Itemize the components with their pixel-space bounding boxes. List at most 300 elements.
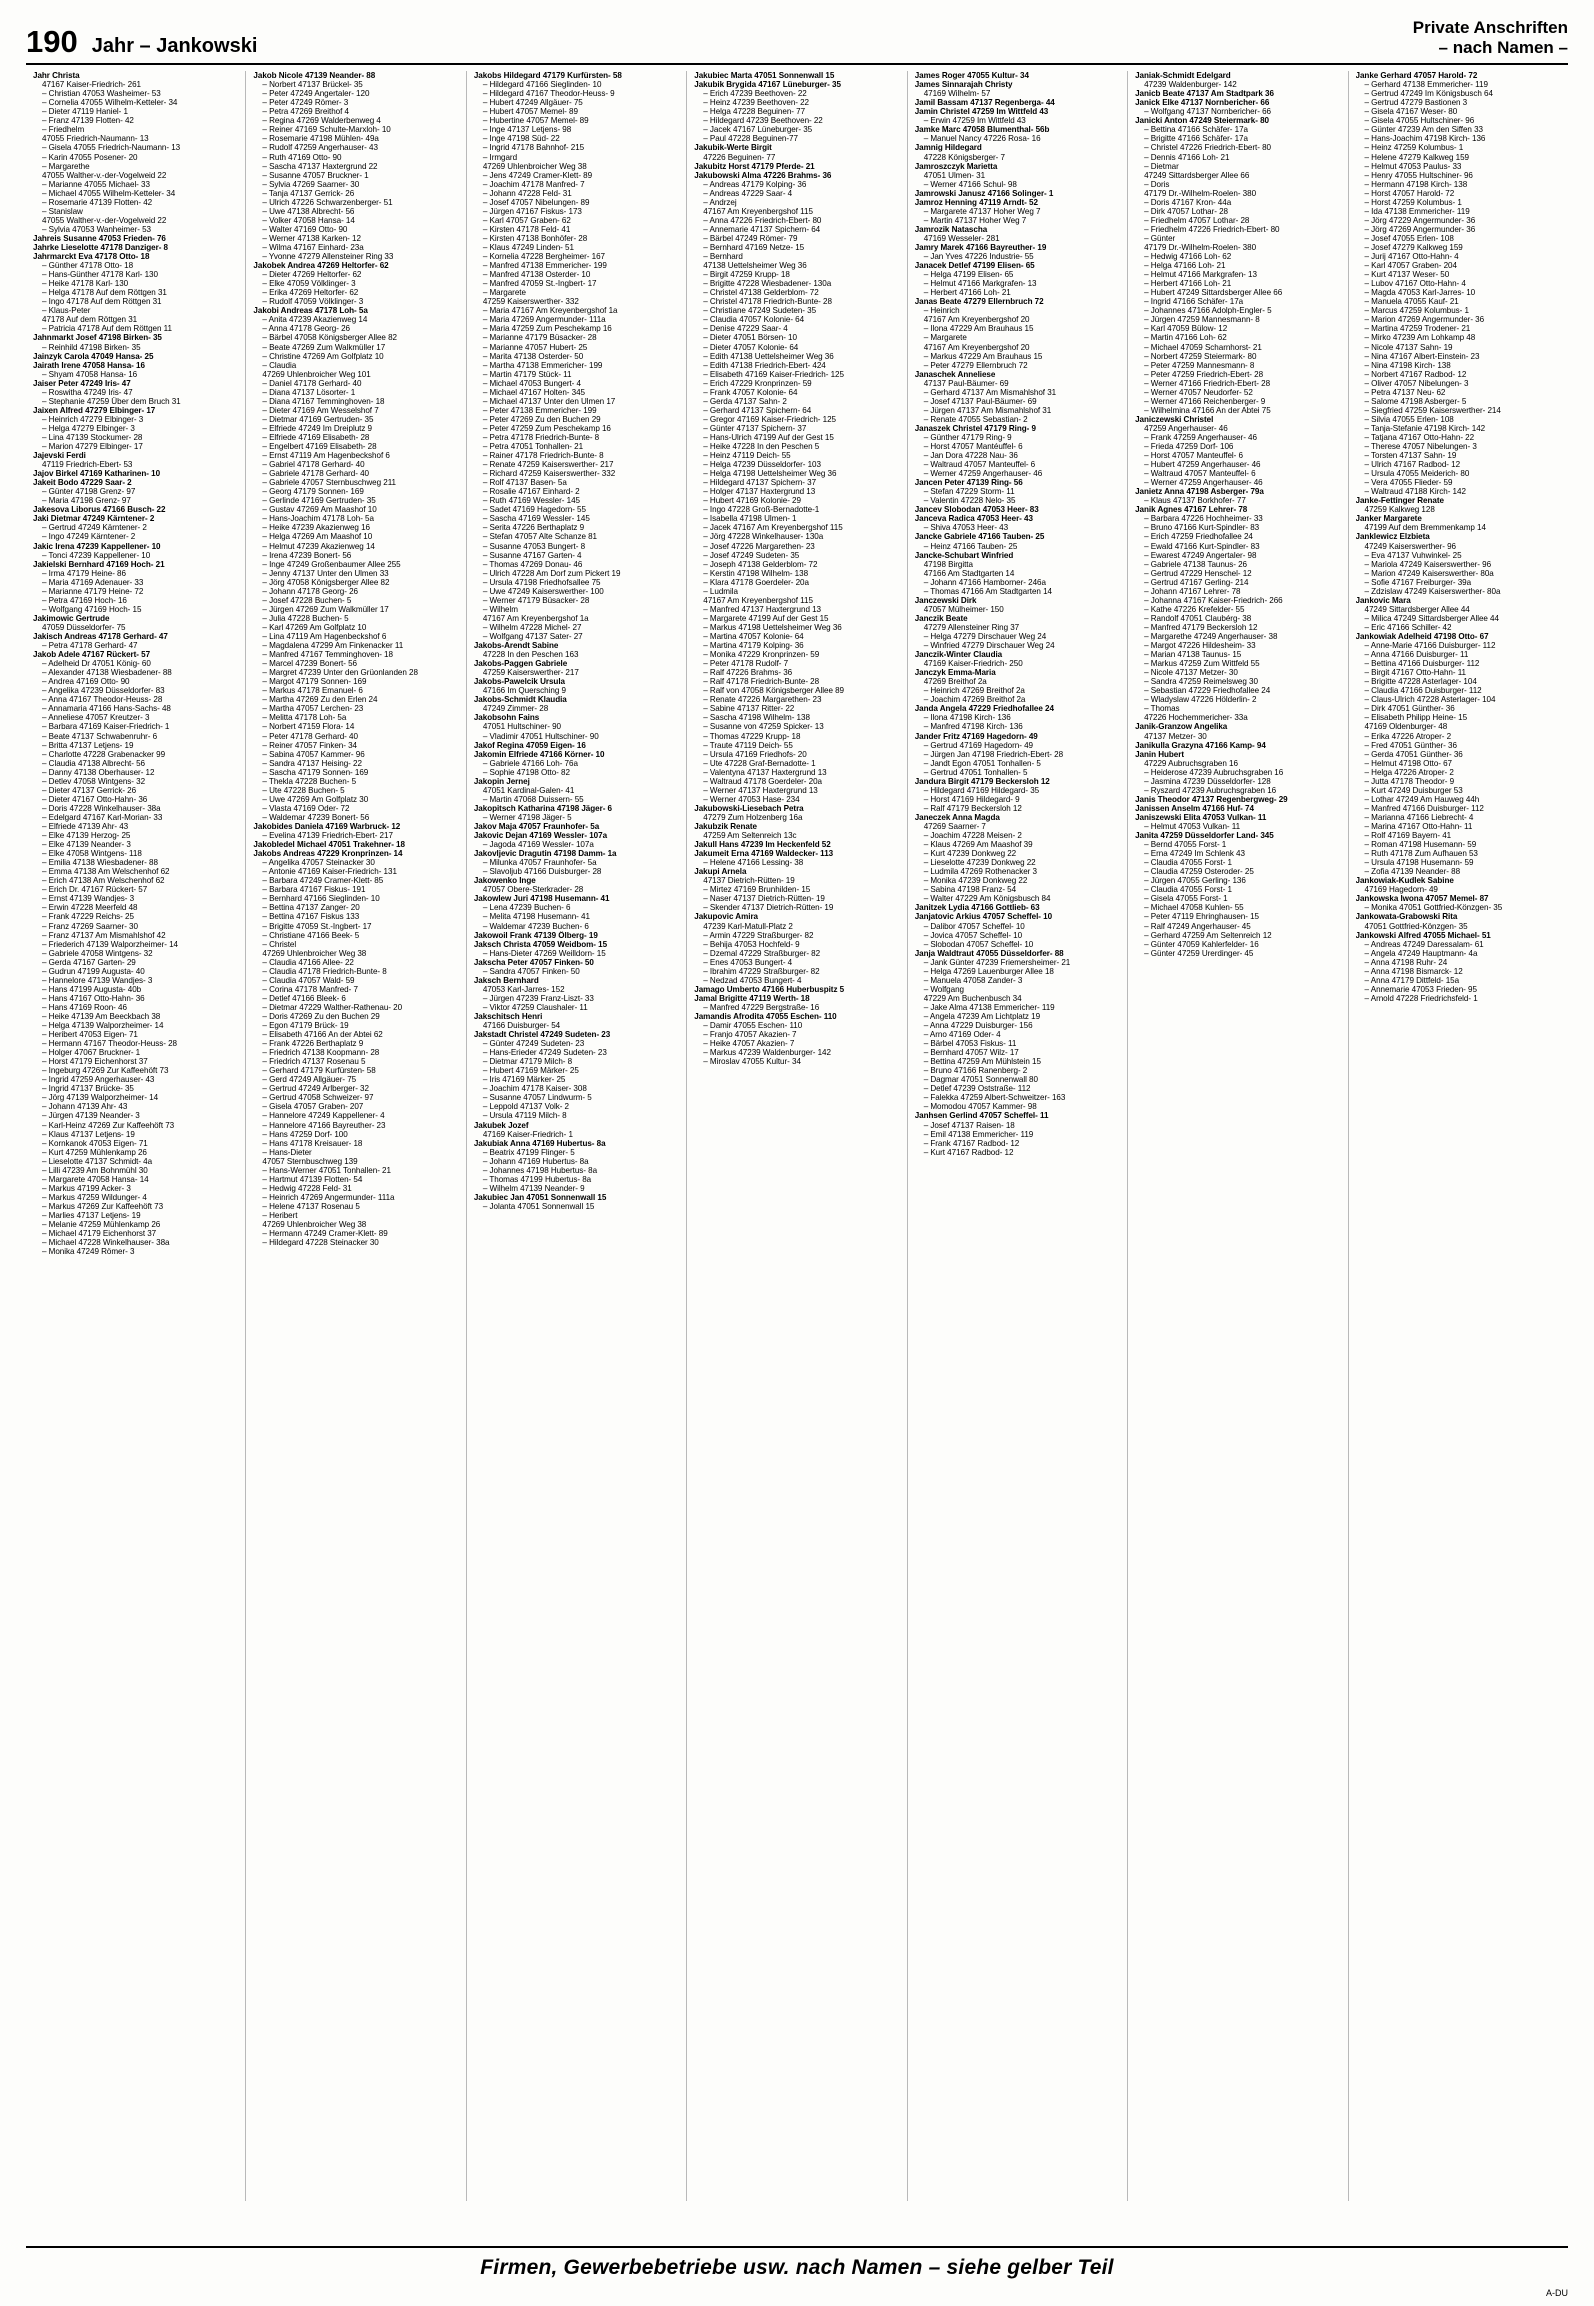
directory-entry-line: – Helene 47137 Rosenau 5 xyxy=(262,1201,360,1211)
directory-entry-line: – Hubert 47249 Sittardsberger Allee 66 xyxy=(1144,288,1283,298)
directory-entry-name: Jaiser Peter 47249 Iris- 47 xyxy=(33,378,131,388)
directory-entry-line: – Helmut 47053 Paulus- 33 xyxy=(1364,161,1462,171)
directory-entry-line: – Bernhard 47057 Wilz- 17 xyxy=(923,1048,1019,1058)
directory-entry-line: – Gerlinde 47169 Gertruden- 35 xyxy=(262,496,376,506)
directory-entry-line: – Brigitte 47166 Schäfer- 17a xyxy=(1144,134,1248,144)
directory-entry-line: – Hubert 47169 Märker- 25 xyxy=(482,1066,579,1076)
directory-entry-line: – Michael 47058 Kuhlen- 55 xyxy=(1144,903,1244,913)
directory-entry-name: Jakubowski-Liesebach Petra xyxy=(694,803,804,813)
directory-entry-line: – Joachim 47228 Meisen- 2 xyxy=(923,831,1022,841)
directory-entry-line: – Lothar 47249 Am Hauweg 44h xyxy=(1364,794,1480,804)
directory-entry-line: – Helene 47166 Lessing- 38 xyxy=(703,858,804,868)
directory-entry-line: – Elisabeth Philipp Heine- 15 xyxy=(1364,713,1468,723)
directory-entry-line: – Petra 47169 Hoch- 16 xyxy=(42,595,127,605)
directory-entry-name: Jamnig Hildegard xyxy=(914,143,982,153)
directory-entry-name: Jamal Brigitte 47119 Werth- 18 xyxy=(694,993,810,1003)
directory-entry-line: – Engelbert 47169 Elisabeth- 28 xyxy=(262,442,377,452)
directory-entry-name: Jakof Regina 47059 Eigen- 16 xyxy=(473,740,586,750)
directory-entry-line: – Gabriele 47166 Loh- 76a xyxy=(482,758,578,768)
directory-entry-line: – Waltraud 47057 Manteuffel- 6 xyxy=(923,460,1036,470)
directory-entry-line: – Manuel Nancy 47226 Rosa- 16 xyxy=(923,134,1041,144)
directory-entry-line: – Sascha 47169 Wessler- 145 xyxy=(482,514,590,524)
directory-entry-name: Jankowska Iwona 47057 Memel- 87 xyxy=(1355,894,1489,904)
directory-entry-line: – Manuela 47055 Kauf- 21 xyxy=(1364,297,1459,307)
directory-entry-line: – Ewald 47166 Kurt-Spindler- 83 xyxy=(1144,541,1260,551)
directory-entry-line: – Brigitte 47228 Asterlager- 104 xyxy=(1364,677,1477,687)
directory-entry-line: 47178 Auf dem Röttgen 31 xyxy=(42,315,138,325)
directory-entry-line: – Beate 47269 Zum Walkmüller 17 xyxy=(262,342,386,352)
directory-entry-line: – Slobodan 47057 Scheffel- 10 xyxy=(923,939,1034,949)
directory-entry-line: – Detlef 47239 Oststraße- 112 xyxy=(923,1084,1031,1094)
directory-entry-line: – Danny 47138 Oberhauser- 12 xyxy=(42,767,155,777)
directory-entry-line: – Manfred 47229 Bergstraße- 16 xyxy=(703,1002,820,1012)
directory-entry-name: Janas Beate 47279 Ellernbruch 72 xyxy=(914,297,1044,307)
directory-entry-line: – Johannes 47166 Adolph-Engler- 5 xyxy=(1144,306,1272,316)
directory-entry-name: Jakobledel Michael 47051 Trakehner- 18 xyxy=(253,840,405,850)
directory-entry-line: – Martin 47137 Hoher Weg 7 xyxy=(923,215,1027,225)
directory-entry-line: – Martha 47269 Zu den Erlen 24 xyxy=(262,695,378,705)
directory-entry-line: – Werner 47259 Angerhauser- 46 xyxy=(1144,478,1263,488)
directory-entry-line: – Sadet 47169 Hagedorn- 55 xyxy=(482,505,586,515)
directory-entry-line: – Peter 47178 Rudolf- 7 xyxy=(703,659,789,669)
directory-entry-line: – Wilhelmina 47166 An der Abtei 75 xyxy=(1144,405,1271,415)
directory-entry-line: – Zofia 47139 Neander- 88 xyxy=(1364,867,1461,877)
directory-entry-name: Janda Angela 47229 Friedhofallee 24 xyxy=(914,704,1054,714)
directory-entry-line: – Hans-Ulrich 47199 Auf der Gest 15 xyxy=(703,432,834,442)
directory-entry-line: – Horst 47057 Manteuffel- 6 xyxy=(1144,451,1243,461)
directory-entry-line: – Hans 47259 Dorf- 100 xyxy=(262,1129,348,1139)
directory-entry-line: – Enes 47053 Bungert- 4 xyxy=(703,957,793,967)
directory-entry-line: – Michael 47179 Eichenhorst 37 xyxy=(42,1229,157,1239)
directory-entry-line: – Christiane 47166 Beek- 5 xyxy=(262,930,360,940)
directory-entry-name: James Sinnarajah Christy xyxy=(914,80,1013,90)
directory-entry-line: – Margarete 47058 Hansa- 14 xyxy=(42,1174,149,1184)
directory-entry-name: Jakowlew Juri 47198 Husemann- 41 xyxy=(473,894,610,904)
directory-entry-line: – Anita 47239 Akazienweg 14 xyxy=(262,315,368,325)
directory-entry-line: – Jan Yves 47226 Industrie- 55 xyxy=(923,252,1034,262)
directory-entry-line: – Jacek 47167 Lüneburger- 35 xyxy=(703,125,813,135)
directory-entry-line: – Günter 47259 Urerdinger- 45 xyxy=(1144,948,1254,958)
directory-entry-name: Jahrmarckt Eva 47178 Otto- 18 xyxy=(33,252,150,262)
directory-entry-line: – Charlotte 47228 Grabenacker 99 xyxy=(42,749,166,759)
directory-entry-line: – Corina 47178 Manfred- 7 xyxy=(262,984,358,994)
directory-entry-name: Jakubik Brygida 47167 Lüneburger- 35 xyxy=(694,80,841,90)
directory-entry-line: – Marion 47279 Elbinger- 17 xyxy=(42,442,143,452)
directory-entry-line: – Margot 47226 Hildesheim- 33 xyxy=(1144,641,1256,651)
directory-entry-line: – Hans-Erieder 47249 Sudeten- 23 xyxy=(482,1048,607,1058)
directory-entry-line: – Kurt 47249 Duisburger 53 xyxy=(1364,785,1463,795)
directory-entry-line: – Norbert 47259 Steiermark- 80 xyxy=(1144,351,1257,361)
directory-entry-line: – Erika 47269 Heltorfer- 62 xyxy=(262,288,359,298)
directory-entry-line: – Henry 47055 Hultschiner- 96 xyxy=(1364,170,1473,180)
directory-entry-line: – Thomas 47269 Donau- 46 xyxy=(482,559,583,569)
directory-entry-line: – Helmut 47198 Otto- 67 xyxy=(1364,758,1453,768)
directory-entry-line: 47169 Kaiser-Friedrich- 250 xyxy=(923,659,1023,669)
directory-entry-line: – Lena 47239 Buchen- 6 xyxy=(482,903,571,913)
directory-entry-line: – Herbert 47166 Loh- 21 xyxy=(1144,279,1232,289)
directory-entry-line: – Sylvia 47269 Saarner- 30 xyxy=(262,179,360,189)
directory-entry-line: – Johann 47228 Feld- 31 xyxy=(482,188,572,198)
directory-entry-line: – Monika 47229 Kronprinzen- 59 xyxy=(703,650,820,660)
directory-entry-line: – Gabriele 47138 Taunus- 26 xyxy=(1144,559,1248,569)
directory-entry-line: – Ralf 47178 Friedrich-Bunte- 28 xyxy=(703,677,820,687)
directory-entry-name: Jamil Bassam 47137 Regenberga- 44 xyxy=(914,98,1055,108)
directory-entry-line: – Manfred 47138 Emmericher- 199 xyxy=(482,261,607,271)
directory-entry-line: – Annamaria 47166 Hans-Sachs- 48 xyxy=(42,704,171,714)
directory-entry-line: – Monika 47239 Donkweg 22 xyxy=(923,876,1028,886)
directory-entry-line: – Franjo 47057 Akazien- 7 xyxy=(703,1030,797,1040)
directory-entry-line: 47167 Am Kreyenbergshof 20 xyxy=(923,342,1030,352)
directory-entry-line: – Isabella 47198 Ulmen- 1 xyxy=(703,514,797,524)
directory-entry-line: – Heinrich 47279 Elbinger- 3 xyxy=(42,414,144,424)
directory-entry-line: – Ingo 47228 Groß-Bernadotte-1 xyxy=(703,505,820,515)
directory-entry-line: – Wolfgang 47137 Sater- 27 xyxy=(482,632,583,641)
directory-entry-line: 47229 Aubruchsgraben 16 xyxy=(1144,758,1238,768)
directory-entry-line: – Renate 47055 Sebastian- 2 xyxy=(923,414,1028,424)
directory-entry-line: – Gertrud 47169 Hagedorn- 49 xyxy=(923,740,1033,750)
directory-entry-line: 47259 Kaiserswerther- 332 xyxy=(482,297,579,307)
directory-entry-line: – Margarethe xyxy=(42,161,90,171)
directory-entry-line: – Hans-Dieter xyxy=(262,1147,312,1157)
directory-entry-line: – Dennis 47166 Loh- 21 xyxy=(1144,152,1230,162)
directory-entry-line: – Magda 47053 Karl-Jarres- 10 xyxy=(1364,288,1476,298)
directory-entry-line: – Hildegard 47228 Steinacker 30 xyxy=(262,1238,379,1248)
directory-entry-line: – Maria 47259 Zum Peschekamp 16 xyxy=(482,324,612,334)
directory-entry-line: – Detlev 47058 Wintgens- 32 xyxy=(42,776,146,786)
directory-entry-line: – Helmut 47053 Vulkan- 11 xyxy=(1144,821,1241,831)
directory-entry-line: – Ruth 47169 Wessler- 145 xyxy=(482,496,580,506)
directory-entry-name: Jancke Gabriele 47166 Tauben- 25 xyxy=(914,532,1045,542)
directory-entry-line: – Irma 47179 Heine- 86 xyxy=(42,568,126,578)
directory-entry-line: – Jacek 47167 Am Kreyenbergshof 115 xyxy=(703,523,843,533)
directory-entry-line: – Regina 47269 Walderbenweg 4 xyxy=(262,116,381,126)
directory-entry-line: – Mirko 47239 Am Lohkamp 48 xyxy=(1364,333,1476,343)
directory-entry-line: – Herbert 47166 Loh- 21 xyxy=(923,288,1011,298)
directory-entry-line: – Franz 47137 Am Mismahlshof 42 xyxy=(42,930,166,940)
directory-entry-name: Janita 47259 Düsseldorfer Land- 345 xyxy=(1135,831,1274,841)
directory-entry-line: – Angela 47239 Am Lichtplatz 19 xyxy=(923,1011,1041,1021)
directory-entry-line: – Bernhard 47166 Sieglinden- 10 xyxy=(262,894,380,904)
directory-entry-line: – Friedrich 47137 Rosenau 5 xyxy=(262,1057,366,1067)
directory-entry-line: – Margret 47239 Unter den Grüonlanden 28 xyxy=(262,668,418,678)
directory-entry-line: – Ingrid 47259 Angerhauser- 43 xyxy=(42,1075,155,1085)
directory-entry-line: – Birgit 47167 Otto-Hahn- 11 xyxy=(1364,668,1467,678)
directory-entry-line: – Hildegard 47167 Theodor-Heuss- 9 xyxy=(482,89,615,99)
directory-entry-line: – Ingeburg 47269 Zur Kaffeehöft 73 xyxy=(42,1066,169,1076)
directory-entry-line: – Renate 47226 Margarethen- 23 xyxy=(703,695,822,705)
directory-entry-line: 47179 Dr.-Wilhelm-Roelen- 380 xyxy=(1144,188,1257,198)
directory-entry-line: – Dirk 47051 Günther- 36 xyxy=(1364,704,1455,714)
directory-entry-line: – Ute 47228 Graf-Bernadotte- 1 xyxy=(703,758,816,768)
directory-entry-line: – Josef 47055 Erlen- 108 xyxy=(1364,233,1454,243)
directory-entry-line: – Frieda 47259 Dorf- 106 xyxy=(1144,442,1234,452)
directory-entry-line: – Gisela 47055 Forst- 1 xyxy=(1144,894,1228,904)
directory-entry-line: – Erich Dr. 47167 Rückert- 57 xyxy=(42,885,148,895)
directory-entry-line: – Paul 47228 Beguinen-77 xyxy=(703,134,798,144)
directory-entry-line: – Christiane 47249 Sudeten- 35 xyxy=(703,306,817,316)
directory-entry-name: Janik-Granzow Angelika xyxy=(1135,722,1228,732)
directory-entry-line: – Rolf 47137 Basen- 5a xyxy=(482,478,567,488)
directory-entry-line: – Vera 47055 Flieder- 59 xyxy=(1364,478,1453,488)
directory-entry-line: 47259 Kaiserswerther- 217 xyxy=(482,668,579,678)
directory-entry-line: – Anna 47198 Bismarck- 12 xyxy=(1364,966,1463,976)
directory-entry-line: – Josef 47279 Kalkweg 159 xyxy=(1364,242,1463,252)
directory-entry-line: 47269 Breithof 2a xyxy=(923,677,987,687)
directory-entry-line: – Hedwig 47228 Feld- 31 xyxy=(262,1183,352,1193)
directory-entry-line: – Wilhelm xyxy=(482,604,518,614)
directory-entry-line: – Joseph 47138 Gelderblom- 72 xyxy=(703,559,818,569)
directory-entry-line: – Doris xyxy=(1144,179,1170,189)
directory-entry-name: Jakesova Liborus 47166 Busch- 22 xyxy=(33,505,166,515)
directory-entry-line: – Randolf 47051 Claubérg- 38 xyxy=(1144,613,1252,623)
directory-entry-line: – Norbert 47167 Radbod- 12 xyxy=(1364,369,1467,379)
directory-entry-line: – Martina 47057 Kolonie- 64 xyxy=(703,632,804,641)
directory-entry-line: – Torsten 47137 Sahn- 19 xyxy=(1364,451,1457,461)
directory-entry-line: – Klaus 47137 Letjens- 19 xyxy=(42,1129,135,1139)
directory-entry-line: 47199 Auf dem Bremmenkamp 14 xyxy=(1364,523,1486,533)
directory-entry-line: – Sandra 47259 Reimelsweg 30 xyxy=(1144,677,1258,687)
directory-entry-line: – Jörg 47229 Angermunder- 36 xyxy=(1364,215,1476,225)
directory-entry-name: Jamroszczyk Marietta xyxy=(914,161,998,171)
directory-entry-name: Jakubzik Renate xyxy=(694,821,757,831)
directory-entry-line: – Edelgard 47167 Karl-Morian- 33 xyxy=(42,812,163,822)
directory-entry-line: – Karin 47055 Posener- 20 xyxy=(42,152,138,162)
directory-entry-line: – Bernhard xyxy=(703,252,743,262)
directory-entry-line: – Werner 47053 Hase- 234 xyxy=(703,794,800,804)
directory-entry-line: – Lina 47139 Stockumer- 28 xyxy=(42,432,143,442)
directory-entry-name: Jakubiec Marta 47051 Sonnenwall 15 xyxy=(694,71,835,81)
directory-entry-line: – Frank 47226 Berthaplatz 9 xyxy=(262,1039,364,1049)
directory-entry-line: – Kurt 47259 Mühlenkamp 26 xyxy=(42,1147,147,1157)
directory-entry-line: 47051 Gottfried-Könzgen- 35 xyxy=(1364,921,1468,931)
directory-entry-line: – Jank Günter 47239 Friemersheimer- 21 xyxy=(923,957,1071,967)
directory-entry-line: – Joachim 47178 Manfred- 7 xyxy=(482,179,585,189)
directory-entry-line: – Oliver 47057 Nibelungen- 3 xyxy=(1364,378,1469,388)
directory-entry-line: – Ilona 47229 Am Brauhaus 15 xyxy=(923,324,1034,334)
directory-entry-line: – Armin 47229 Straßburger- 82 xyxy=(703,930,814,940)
directory-entry-name: Janicb Beate 47137 Am Stadtpark 36 xyxy=(1135,89,1274,99)
directory-entry-line: 47167 Kaiser-Friedrich- 261 xyxy=(42,80,141,90)
directory-entry-line: – Bettina 47137 Zanger- 20 xyxy=(262,903,360,913)
directory-entry-line: – Ingrid 47178 Bahnhof- 215 xyxy=(482,143,585,153)
directory-entry-line: – Marion 47249 Kaiserswerther- 80a xyxy=(1364,568,1494,578)
directory-entry-line: – Barbara 47249 Cramer-Klett- 85 xyxy=(262,876,384,886)
directory-entry-line: – Helga 47198 Uettelsheimer Weg 36 xyxy=(703,469,837,479)
directory-entry-line: – Wilma 47167 Einhard- 23a xyxy=(262,242,364,252)
directory-entry-line: – Gisela 47055 Friedrich-Naumann- 13 xyxy=(42,143,181,153)
directory-entry-line: – Manfred 47138 Osterder- 10 xyxy=(482,270,591,280)
directory-entry-name: Jakopitsch Katharina 47198 Jäger- 6 xyxy=(473,803,613,813)
directory-entry-name: Jancen Peter 47139 Ring- 56 xyxy=(914,478,1023,488)
directory-entry-line: – Claudia 47166 Allee- 22 xyxy=(262,957,354,967)
directory-entry-name: Jamke Marc 47058 Blumenthal- 56b xyxy=(914,125,1050,135)
directory-entry-line: – Jörg 47269 Angermunder- 36 xyxy=(1364,224,1476,234)
directory-entry-line: – Gertrud 47249 Arlberger- 32 xyxy=(262,1084,369,1094)
directory-entry-line: – Waltraud 47057 Manteuffel- 6 xyxy=(1144,469,1256,479)
directory-entry-line: 47137 Dietrich-Rütten- 19 xyxy=(703,876,795,886)
directory-entry-line: – Jürgen 47167 Fiskus- 173 xyxy=(482,206,582,216)
directory-entry-line: 47228 In den Peschen 163 xyxy=(482,650,579,660)
directory-entry-line: – Heinz 47119 Deich- 55 xyxy=(703,451,791,461)
directory-entry-line: – Bärbel 47058 Königsberger Allee 82 xyxy=(262,333,397,343)
directory-entry-name: Jaki Dietmar 47249 Kärntener- 2 xyxy=(33,514,155,524)
directory-entry-line: – Hans 47199 Augusta- 40b xyxy=(42,984,142,994)
directory-entry-line: – Angela 47249 Hauptmann- 4a xyxy=(1364,948,1478,958)
directory-entry-line: – Rosalie 47167 Einhard- 2 xyxy=(482,487,580,497)
directory-entry-line: – Emma 47138 Am Welschenhof 62 xyxy=(42,867,170,877)
directory-entry-line: – Rainer 47178 Friedrich-Bunte- 8 xyxy=(482,451,604,461)
directory-entry-line: – Horst 47259 Kolumbus- 1 xyxy=(1364,197,1462,207)
directory-entry-line: – Lina 47119 Am Hagenbeckshof 6 xyxy=(262,632,387,641)
directory-entry-line: – Arnold 47228 Friedrichsfeld- 1 xyxy=(1364,993,1478,1003)
directory-entry-line: – Sylvia 47053 Wanheimer- 53 xyxy=(42,224,151,234)
directory-entry-line: – Elke 47058 Wintgens- 118 xyxy=(42,849,142,859)
directory-entry-line: – Manfred 47179 Beckersloh 12 xyxy=(1144,622,1258,632)
directory-entry-line: – Sascha 47198 Wilhelm- 138 xyxy=(703,713,810,723)
directory-entry-line: – Friederich 47139 Walporzheimer- 14 xyxy=(42,939,179,949)
directory-entry-line: – Margarete 47137 Hoher Weg 7 xyxy=(923,206,1041,216)
directory-entry-line: – Hildegard 47169 Hildegard- 35 xyxy=(923,785,1040,795)
directory-entry-line: – Claudia 47057 Kolonie- 64 xyxy=(703,315,805,325)
directory-entry-line: – Franz 47269 Saarner- 30 xyxy=(42,921,138,931)
directory-entry-line: – Siegfried 47259 Kaiserswerther- 214 xyxy=(1364,405,1501,415)
directory-entry-line: – Jutta 47178 Theodor- 9 xyxy=(1364,776,1455,786)
directory-entry-line: – Markus 47259 Wildunger- 4 xyxy=(42,1192,147,1202)
directory-entry-line: – Reiner 47057 Finken- 34 xyxy=(262,740,358,750)
directory-entry-line: – Helga 47166 Loh- 21 xyxy=(1144,261,1226,271)
directory-entry-line: – Doris 47167 Kron- 44a xyxy=(1144,197,1232,207)
directory-entry-line: – Wilhelm 47139 Neander- 9 xyxy=(482,1183,585,1193)
directory-entry-line: – Jürgen 47055 Gerling- 136 xyxy=(1144,876,1246,886)
directory-entry-line: – Arno 47169 Oder- 4 xyxy=(923,1030,1001,1040)
directory-entry-line: – Marianne 47055 Michael- 33 xyxy=(42,179,150,189)
directory-entry-line: – Heike 47228 In den Peschen 5 xyxy=(703,442,820,452)
directory-entry-line: – Marion 47269 Angermunder- 36 xyxy=(1364,315,1485,325)
directory-entry-line: – Renate 47259 Kaiserswerther- 217 xyxy=(482,460,614,470)
directory-entry-line: 47166 Im Quersching 9 xyxy=(482,686,566,696)
directory-entry-line: – Antonie 47169 Kaiser-Friedrich- 131 xyxy=(262,867,397,877)
directory-entry-line: – Walter 47169 Otto- 90 xyxy=(262,224,348,234)
directory-entry-line: – Shiva 47053 Heer- 43 xyxy=(923,523,1009,533)
directory-entry-line: – Peter 47249 Angertaler- 120 xyxy=(262,89,370,99)
directory-entry-line: – Michael 47228 Winkelhauser- 38a xyxy=(42,1238,170,1248)
directory-entry-line: – Momodou 47057 Kammer- 98 xyxy=(923,1102,1037,1112)
header-subtitle-primary: Private Anschriften xyxy=(1412,18,1568,37)
directory-entry-line: – Peter 47259 Mannesmann- 8 xyxy=(1144,360,1255,370)
directory-entry-name: Jajov Birkel 47169 Katharinen- 10 xyxy=(33,469,161,479)
directory-entry-line: – Martha 47138 Emmericher- 199 xyxy=(482,360,603,370)
directory-entry-line: 47169 Wesseler- 281 xyxy=(923,233,1000,243)
directory-entry-line: – Martin 47166 Loh- 62 xyxy=(1144,333,1227,343)
directory-entry-line: – Susanne 47053 Bungert- 8 xyxy=(482,541,586,551)
directory-entry-name: Janczewski Dirk xyxy=(914,595,977,605)
directory-entry-line: – Hannelore 47166 Bayreuther- 23 xyxy=(262,1120,386,1130)
directory-entry-name: Jakobs-Pawelcik Ursula xyxy=(473,677,565,687)
directory-entry-line: – Maria 47198 Grenz- 97 xyxy=(42,496,131,506)
directory-entry-line: – Alexander 47138 Wiesbadener- 88 xyxy=(42,668,172,678)
directory-entry-line: – Frank 47057 Kolonie- 64 xyxy=(703,387,798,397)
directory-entry-line: – Waldemar 47239 Buchen- 6 xyxy=(482,921,589,931)
directory-entry-line: – Hans 47167 Otto-Hahn- 36 xyxy=(42,993,145,1003)
directory-entry-line: – Gertrud 47279 Bastionen 3 xyxy=(1364,98,1468,108)
directory-entry-line: – Friedhelm 47226 Friedrich-Ebert- 80 xyxy=(1144,224,1280,234)
directory-entry-line: – Elke 47139 Neander- 3 xyxy=(42,840,131,850)
directory-entry-line: – Andrzej xyxy=(703,197,737,207)
directory-entry-line: – Barbara 47169 Kaiser-Friedrich- 1 xyxy=(42,722,170,732)
directory-entry-line: 47167 Am Kreyenbergshof 20 xyxy=(923,315,1030,325)
directory-entry-line: – Hannelore 47139 Wandjes- 3 xyxy=(42,975,153,985)
directory-entry-name: Jakowenko Inge xyxy=(473,876,536,886)
directory-entry-line: – Joachim 47178 Kaiser- 308 xyxy=(482,1084,587,1094)
directory-columns xyxy=(26,71,1568,2201)
directory-entry-line: – Michael 47167 Holten- 345 xyxy=(482,387,585,397)
directory-entry-line: – Ralf 47226 Brahms- 36 xyxy=(703,668,793,678)
directory-entry-line: – Andrea 47169 Otto- 90 xyxy=(42,677,130,687)
directory-entry-line: 47057 Obere-Sterkrader- 28 xyxy=(482,885,584,895)
directory-entry-line: – Thomas 47199 Hubertus- 8a xyxy=(482,1174,592,1184)
directory-entry-line: 47249 Kaiserswerther- 96 xyxy=(1364,541,1457,551)
directory-entry-line: – Ernst 47119 Am Hagenbeckshof 6 xyxy=(262,451,390,461)
directory-entry-line: – Emil 47138 Emmericher- 119 xyxy=(923,1129,1034,1139)
directory-entry-name: Jakubiak Anna 47169 Hubertus- 8a xyxy=(473,1138,606,1148)
directory-entry-line: – Marlies 47137 Letjens- 19 xyxy=(42,1211,141,1220)
directory-entry-line: – Erich 47229 Kronprinzen- 59 xyxy=(703,378,812,388)
directory-entry-line: – Peter 47138 Emmericher- 199 xyxy=(482,405,597,415)
directory-entry-name: Jairath Irene 47058 Hansa- 16 xyxy=(33,360,145,370)
directory-entry-line: – Erika 47226 Atroper- 2 xyxy=(1364,731,1452,741)
directory-entry-line: 47057 Sternbuschweg 139 xyxy=(262,1156,358,1166)
directory-entry-line: – Silvia 47055 Erlen- 108 xyxy=(1364,414,1454,424)
directory-entry-line: – Marian 47138 Taunus- 15 xyxy=(1144,650,1242,660)
directory-entry-line: – Kirsten 47138 Bonhöfer- 28 xyxy=(482,233,588,243)
directory-entry-line: – Martin 47068 Duissern- 55 xyxy=(482,794,584,804)
directory-entry-line: 47279 Allensteiner Ring 37 xyxy=(923,622,1020,632)
directory-entry-name: Jamin Christel 47259 Im Wittfeld 43 xyxy=(914,107,1049,117)
directory-entry-line: – Gabriele 47057 Sternbuschweg 211 xyxy=(262,478,397,488)
directory-entry-line: – Stanislaw xyxy=(42,206,83,216)
directory-entry-line: – Barbara 47167 Fiskus- 191 xyxy=(262,885,366,895)
directory-entry-line: – Josef 47137 Raisen- 18 xyxy=(923,1120,1015,1130)
directory-column xyxy=(908,71,1128,2201)
directory-entry-name: Jakimowic Gertrude xyxy=(33,613,110,623)
directory-entry-name: Janke Gerhard 47057 Harold- 72 xyxy=(1355,71,1478,81)
directory-entry-line: – Friedhelm xyxy=(42,125,85,135)
directory-entry-line: – Elke 47139 Herzog- 25 xyxy=(42,831,131,841)
directory-entry-line: – Wolfgang xyxy=(923,984,964,994)
directory-entry-line: 47169 Hagedorn- 49 xyxy=(1364,885,1438,895)
directory-entry-line: – Ernst 47139 Wandjes- 3 xyxy=(42,894,135,904)
directory-entry-line: – Beate 47137 Schwabenruhr- 6 xyxy=(42,731,158,741)
directory-entry-name: Jakupovic Amira xyxy=(694,912,758,922)
directory-entry-line: – Nicole 47137 Sahn- 19 xyxy=(1364,342,1453,352)
directory-entry-line: – Sebastian 47229 Friedhofallee 24 xyxy=(1144,686,1271,696)
directory-entry-line: – Jürgen 47259 Mannesmann- 8 xyxy=(1144,315,1260,325)
directory-entry-line: – Manfred 47059 St.-Ingbert- 17 xyxy=(482,279,597,289)
directory-entry-line: – Manfred 47198 Kirch- 136 xyxy=(923,722,1023,732)
directory-entry-line: – Elfriede 47249 Im Dreiplutz 9 xyxy=(262,423,372,433)
directory-entry-line: – Heike 47139 Am Beeckbach 38 xyxy=(42,1011,161,1021)
directory-entry-line: – Sascha 47179 Sonnen- 169 xyxy=(262,767,369,777)
directory-entry-line: – Cornelia 47055 Wilhelm-Ketteler- 34 xyxy=(42,98,178,108)
directory-entry-line: 47226 Beguinen- 77 xyxy=(703,152,776,162)
directory-entry-line: – Roman 47198 Husemann- 59 xyxy=(1364,840,1477,850)
directory-entry-line: – Bettina 47167 Fiskus 133 xyxy=(262,912,360,922)
directory-entry-line: – Reiner 47169 Schulte-Marxloh- 10 xyxy=(262,125,391,135)
directory-entry-line: – Nicole 47137 Metzer- 30 xyxy=(1144,668,1238,678)
directory-entry-line: – Gabriele 47178 Gerhard- 40 xyxy=(262,469,370,479)
directory-entry-line: – Margarete xyxy=(482,288,526,298)
directory-entry-line: – Waltraud 47178 Goerdeler- 20a xyxy=(703,776,822,786)
